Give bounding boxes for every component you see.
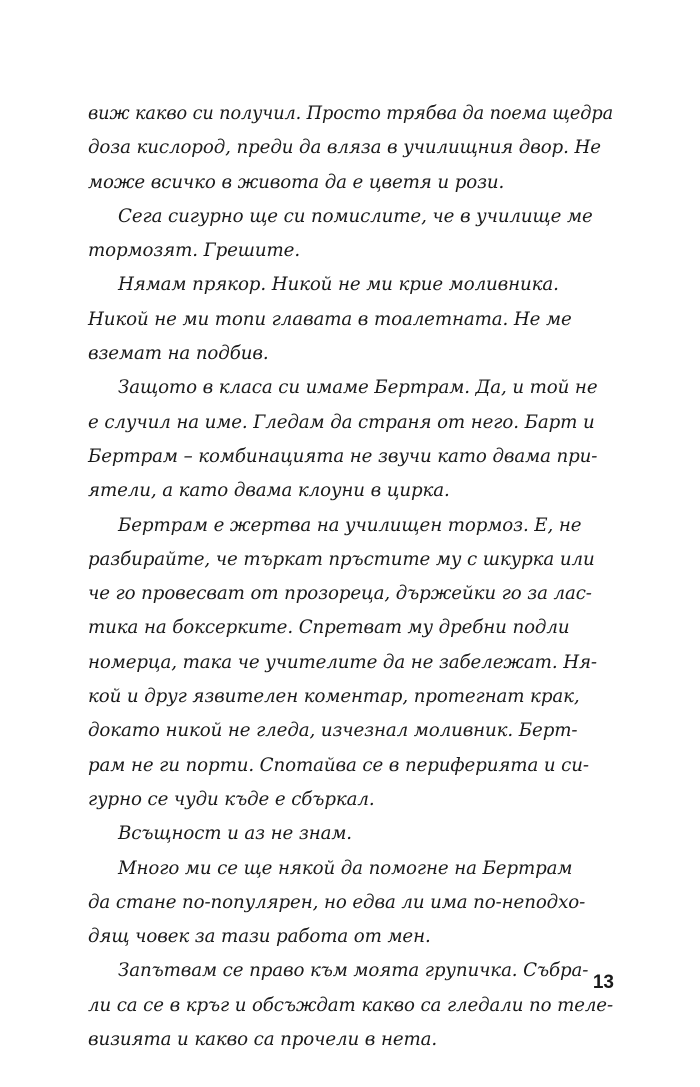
text-line: Бертрам е жертва на училищен тормоз. Е, не: [118, 514, 582, 536]
text-line: разбирайте, че търкат пръстите му с шкурка или: [88, 548, 595, 570]
text-line: ли са се в кръг и обсъждат какво са гледали по теле-: [88, 994, 613, 1016]
text-line: вземат на подбив.: [88, 343, 269, 365]
body-text: [88, 97, 613, 1057]
text-line: Защото в класа си имаме Бертрам. Да, и той не: [118, 377, 598, 399]
text-line: Запътвам се право към моята групичка. Събра-: [118, 960, 589, 982]
text-line: рам не ги порти. Спотайва се в периферията и си-: [88, 754, 589, 776]
text-line: доза кислород, преди да вляза в училищния двор. Не: [88, 137, 601, 159]
text-line: гурно се чуди къде е сбъркал.: [88, 788, 375, 810]
text-line: ятели, а като двама клоуни в цирка.: [88, 480, 450, 502]
text-line: Никой не ми топи главата в тоалетната. Не ме: [88, 308, 572, 330]
text-line: може всичко в живота да е цветя и рози.: [88, 171, 505, 193]
text-line: Всъщност и аз не знам.: [118, 823, 352, 845]
text-line: визията и какво са прочели в нета.: [88, 1029, 438, 1051]
text-line: Бертрам – комбинацията не звучи като двама при-: [88, 445, 598, 467]
text-line: че го провесват от прозореца, държейки го за лас-: [88, 583, 592, 605]
text-line: Нямам прякор. Никой не ми крие моливника.: [118, 274, 559, 296]
text-line: да стане по-популярен, но едва ли има по-неподхо-: [88, 891, 586, 913]
text-line: тормозят. Грешите.: [88, 240, 301, 262]
text-line: е случил на име. Гледам да страня от него. Барт и: [88, 411, 595, 433]
text-line: кой и друг язвителен коментар, протегнат крак,: [88, 686, 580, 708]
text-line: тика на боксерките. Спретват му дребни подли: [88, 617, 570, 639]
page-number: 13: [592, 972, 614, 993]
text-line: дящ човек за тази работа от мен.: [88, 926, 431, 948]
text-line: виж какво си получил. Просто трябва да поема щедра: [88, 103, 614, 124]
text-line: Много ми се ще някой да помогне на Бертрам: [118, 857, 573, 879]
text-line: докато никой не гледа, изчезнал моливник. Берт-: [88, 720, 578, 742]
text-line: номерца, така че учителите да не забележат. Ня-: [88, 651, 597, 673]
text-line: Сега сигурно ще си помислите, че в училище ме: [118, 205, 593, 227]
